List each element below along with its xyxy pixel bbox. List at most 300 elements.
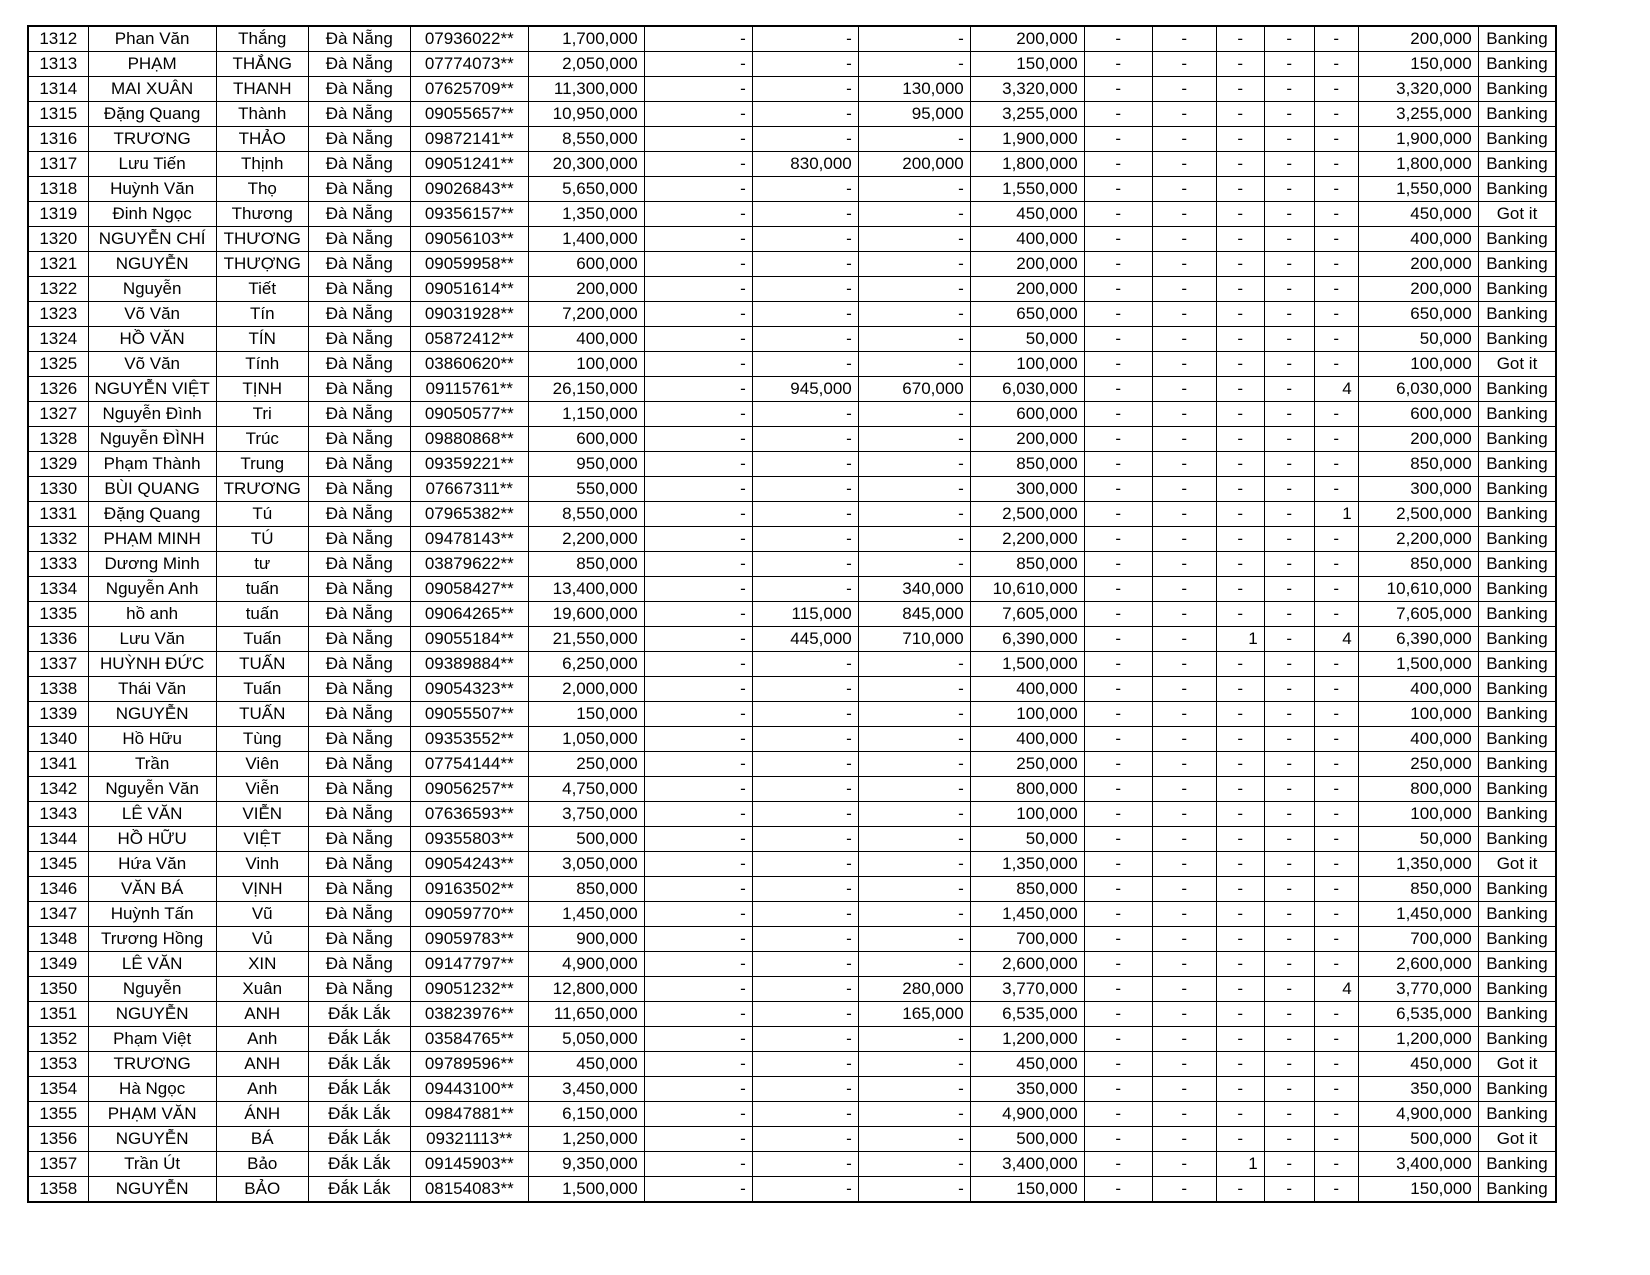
cell-count-col-3: -: [1216, 677, 1264, 702]
cell-row-number: 1330: [28, 477, 88, 502]
cell-count-col-3: -: [1216, 127, 1264, 152]
cell-row-number: 1329: [28, 452, 88, 477]
cell-amount-col-a: -: [644, 977, 752, 1002]
cell-surname: Trần Út: [88, 1152, 216, 1177]
cell-amount-col-b: -: [752, 502, 858, 527]
cell-payment-method: Banking: [1478, 1177, 1556, 1203]
cell-amount-paid: 2,200,000: [970, 527, 1084, 552]
cell-amount-col-c: -: [858, 727, 970, 752]
cell-amount-final: 200,000: [1358, 277, 1478, 302]
cell-count-col-5: -: [1314, 652, 1358, 677]
cell-row-number: 1349: [28, 952, 88, 977]
cell-payment-method: Banking: [1478, 1152, 1556, 1177]
cell-count-col-4: -: [1264, 202, 1314, 227]
cell-amount-final: 150,000: [1358, 52, 1478, 77]
cell-count-col-5: -: [1314, 1002, 1358, 1027]
cell-count-col-1: -: [1084, 202, 1152, 227]
cell-count-col-1: -: [1084, 577, 1152, 602]
cell-count-col-5: -: [1314, 827, 1358, 852]
cell-amount-col-c: -: [858, 752, 970, 777]
cell-count-col-2: -: [1152, 677, 1216, 702]
cell-surname: HỒ HỮU: [88, 827, 216, 852]
cell-count-col-3: -: [1216, 602, 1264, 627]
cell-amount-col-a: -: [644, 727, 752, 752]
cell-surname: Võ Văn: [88, 302, 216, 327]
cell-count-col-1: -: [1084, 827, 1152, 852]
cell-count-col-1: -: [1084, 627, 1152, 652]
cell-count-col-3: -: [1216, 427, 1264, 452]
cell-count-col-4: -: [1264, 927, 1314, 952]
cell-payment-method: Got it: [1478, 352, 1556, 377]
cell-surname: Phan Văn: [88, 26, 216, 52]
cell-amount-final: 4,900,000: [1358, 1102, 1478, 1127]
cell-count-col-4: -: [1264, 52, 1314, 77]
cell-row-number: 1354: [28, 1077, 88, 1102]
table-row: [28, 552, 1556, 577]
cell-count-col-2: -: [1152, 927, 1216, 952]
cell-count-col-2: -: [1152, 1027, 1216, 1052]
cell-amount-total: 12,800,000: [528, 977, 644, 1002]
cell-amount-col-a: -: [644, 602, 752, 627]
cell-amount-final: 1,350,000: [1358, 852, 1478, 877]
cell-count-col-2: -: [1152, 452, 1216, 477]
table-row: [28, 802, 1556, 827]
cell-count-col-5: -: [1314, 752, 1358, 777]
table-row: [28, 327, 1556, 352]
cell-amount-col-b: -: [752, 527, 858, 552]
cell-count-col-1: -: [1084, 102, 1152, 127]
cell-count-col-1: -: [1084, 452, 1152, 477]
cell-surname: NGUYỄN CHÍ: [88, 227, 216, 252]
cell-count-col-4: -: [1264, 1102, 1314, 1127]
cell-phone-masked: 09059770**: [410, 902, 528, 927]
cell-amount-col-b: -: [752, 702, 858, 727]
cell-row-number: 1338: [28, 677, 88, 702]
cell-count-col-1: -: [1084, 427, 1152, 452]
table-row: [28, 1127, 1556, 1152]
cell-amount-paid: 50,000: [970, 827, 1084, 852]
cell-amount-final: 7,605,000: [1358, 602, 1478, 627]
cell-payment-method: Banking: [1478, 777, 1556, 802]
cell-count-col-1: -: [1084, 727, 1152, 752]
cell-count-col-3: -: [1216, 827, 1264, 852]
table-row: [28, 1152, 1556, 1177]
cell-amount-col-c: -: [858, 877, 970, 902]
cell-phone-masked: 09147797**: [410, 952, 528, 977]
cell-count-col-5: -: [1314, 202, 1358, 227]
cell-count-col-3: -: [1216, 52, 1264, 77]
cell-amount-col-b: -: [752, 1077, 858, 1102]
cell-surname: MAI XUÂN: [88, 77, 216, 102]
cell-amount-col-b: -: [752, 1027, 858, 1052]
cell-amount-col-a: -: [644, 127, 752, 152]
cell-count-col-5: -: [1314, 1152, 1358, 1177]
cell-count-col-3: -: [1216, 1177, 1264, 1203]
cell-amount-col-c: -: [858, 952, 970, 977]
cell-payment-method: Banking: [1478, 902, 1556, 927]
cell-given-name: Trúc: [216, 427, 308, 452]
cell-given-name: Thọ: [216, 177, 308, 202]
cell-row-number: 1346: [28, 877, 88, 902]
cell-amount-col-c: -: [858, 1152, 970, 1177]
cell-amount-col-a: -: [644, 902, 752, 927]
cell-amount-paid: 850,000: [970, 552, 1084, 577]
cell-payment-method: Banking: [1478, 827, 1556, 852]
cell-province: Đà Nẵng: [308, 777, 410, 802]
cell-amount-final: 6,030,000: [1358, 377, 1478, 402]
cell-row-number: 1328: [28, 427, 88, 452]
cell-surname: VĂN BÁ: [88, 877, 216, 902]
cell-amount-col-a: -: [644, 752, 752, 777]
cell-province: Đà Nẵng: [308, 227, 410, 252]
cell-row-number: 1335: [28, 602, 88, 627]
cell-payment-method: Banking: [1478, 727, 1556, 752]
cell-count-col-2: -: [1152, 102, 1216, 127]
cell-row-number: 1350: [28, 977, 88, 1002]
cell-count-col-3: -: [1216, 727, 1264, 752]
cell-phone-masked: 09051614**: [410, 277, 528, 302]
cell-phone-masked: 09031928**: [410, 302, 528, 327]
cell-amount-final: 100,000: [1358, 702, 1478, 727]
cell-amount-paid: 400,000: [970, 727, 1084, 752]
cell-count-col-2: -: [1152, 227, 1216, 252]
cell-amount-paid: 850,000: [970, 452, 1084, 477]
cell-count-col-1: -: [1084, 1177, 1152, 1203]
table-row: [28, 202, 1556, 227]
cell-phone-masked: 09055507**: [410, 702, 528, 727]
cell-row-number: 1321: [28, 252, 88, 277]
cell-amount-total: 8,550,000: [528, 502, 644, 527]
cell-count-col-1: -: [1084, 902, 1152, 927]
cell-amount-total: 26,150,000: [528, 377, 644, 402]
cell-amount-paid: 850,000: [970, 877, 1084, 902]
cell-count-col-5: -: [1314, 677, 1358, 702]
cell-count-col-3: -: [1216, 777, 1264, 802]
cell-amount-col-c: -: [858, 202, 970, 227]
cell-count-col-4: -: [1264, 777, 1314, 802]
cell-amount-paid: 3,255,000: [970, 102, 1084, 127]
cell-amount-col-c: 200,000: [858, 152, 970, 177]
cell-amount-col-b: -: [752, 652, 858, 677]
cell-surname: Huỳnh Văn: [88, 177, 216, 202]
table-row: [28, 627, 1556, 652]
cell-amount-paid: 200,000: [970, 427, 1084, 452]
cell-count-col-3: 1: [1216, 627, 1264, 652]
cell-payment-method: Got it: [1478, 1052, 1556, 1077]
cell-amount-final: 850,000: [1358, 877, 1478, 902]
cell-count-col-5: -: [1314, 902, 1358, 927]
cell-province: Đà Nẵng: [308, 152, 410, 177]
cell-row-number: 1331: [28, 502, 88, 527]
cell-phone-masked: 08154083**: [410, 1177, 528, 1203]
cell-count-col-2: -: [1152, 777, 1216, 802]
cell-count-col-5: -: [1314, 26, 1358, 52]
cell-count-col-5: -: [1314, 402, 1358, 427]
cell-phone-masked: 09163502**: [410, 877, 528, 902]
cell-row-number: 1355: [28, 1102, 88, 1127]
cell-amount-final: 1,450,000: [1358, 902, 1478, 927]
cell-row-number: 1357: [28, 1152, 88, 1177]
cell-count-col-5: -: [1314, 177, 1358, 202]
cell-province: Đà Nẵng: [308, 477, 410, 502]
table-row: [28, 577, 1556, 602]
cell-payment-method: Banking: [1478, 1002, 1556, 1027]
cell-amount-col-c: -: [858, 777, 970, 802]
cell-amount-final: 3,320,000: [1358, 77, 1478, 102]
cell-amount-paid: 400,000: [970, 677, 1084, 702]
cell-count-col-5: 4: [1314, 627, 1358, 652]
cell-payment-method: Banking: [1478, 52, 1556, 77]
cell-count-col-2: -: [1152, 352, 1216, 377]
cell-phone-masked: 07936022**: [410, 26, 528, 52]
cell-amount-final: 500,000: [1358, 1127, 1478, 1152]
cell-count-col-4: -: [1264, 802, 1314, 827]
table-row: [28, 277, 1556, 302]
cell-count-col-4: -: [1264, 1177, 1314, 1203]
cell-amount-col-a: -: [644, 52, 752, 77]
cell-amount-final: 3,255,000: [1358, 102, 1478, 127]
cell-given-name: Trung: [216, 452, 308, 477]
cell-amount-total: 1,700,000: [528, 26, 644, 52]
cell-surname: Võ Văn: [88, 352, 216, 377]
cell-amount-total: 21,550,000: [528, 627, 644, 652]
cell-amount-total: 2,000,000: [528, 677, 644, 702]
cell-amount-final: 100,000: [1358, 352, 1478, 377]
cell-surname: PHẠM: [88, 52, 216, 77]
cell-province: Đà Nẵng: [308, 26, 410, 52]
cell-province: Đắk Lắk: [308, 1027, 410, 1052]
cell-count-col-3: -: [1216, 652, 1264, 677]
cell-count-col-5: -: [1314, 127, 1358, 152]
cell-amount-col-a: -: [644, 277, 752, 302]
cell-phone-masked: 09051232**: [410, 977, 528, 1002]
cell-amount-col-c: 670,000: [858, 377, 970, 402]
cell-surname: NGUYỄN: [88, 702, 216, 727]
cell-surname: Lưu Văn: [88, 627, 216, 652]
cell-phone-masked: 03823976**: [410, 1002, 528, 1027]
cell-given-name: tuấn: [216, 602, 308, 627]
table-row: [28, 52, 1556, 77]
cell-surname: Hứa Văn: [88, 852, 216, 877]
cell-count-col-5: -: [1314, 802, 1358, 827]
cell-count-col-2: -: [1152, 177, 1216, 202]
cell-amount-col-c: -: [858, 902, 970, 927]
cell-amount-paid: 600,000: [970, 402, 1084, 427]
cell-amount-col-a: -: [644, 1027, 752, 1052]
table-row: [28, 477, 1556, 502]
cell-amount-final: 200,000: [1358, 427, 1478, 452]
cell-given-name: Bảo: [216, 1152, 308, 1177]
cell-amount-total: 400,000: [528, 327, 644, 352]
cell-phone-masked: 09055184**: [410, 627, 528, 652]
data-table: [27, 25, 1557, 1203]
cell-amount-col-a: -: [644, 527, 752, 552]
cell-amount-paid: 100,000: [970, 802, 1084, 827]
cell-amount-paid: 6,535,000: [970, 1002, 1084, 1027]
table-row: [28, 852, 1556, 877]
cell-amount-col-a: -: [644, 1102, 752, 1127]
cell-payment-method: Banking: [1478, 527, 1556, 552]
cell-count-col-4: -: [1264, 477, 1314, 502]
cell-phone-masked: 09872141**: [410, 127, 528, 152]
cell-count-col-2: -: [1152, 752, 1216, 777]
cell-amount-final: 400,000: [1358, 727, 1478, 752]
cell-count-col-3: -: [1216, 1002, 1264, 1027]
cell-count-col-4: -: [1264, 702, 1314, 727]
cell-amount-col-b: -: [752, 402, 858, 427]
cell-count-col-4: -: [1264, 302, 1314, 327]
cell-amount-final: 6,535,000: [1358, 1002, 1478, 1027]
cell-amount-col-c: -: [858, 227, 970, 252]
cell-payment-method: Banking: [1478, 1027, 1556, 1052]
cell-amount-col-b: -: [752, 127, 858, 152]
cell-count-col-1: -: [1084, 502, 1152, 527]
cell-amount-total: 1,150,000: [528, 402, 644, 427]
cell-row-number: 1351: [28, 1002, 88, 1027]
cell-given-name: VIỆT: [216, 827, 308, 852]
cell-amount-col-a: -: [644, 327, 752, 352]
cell-count-col-2: -: [1152, 302, 1216, 327]
cell-amount-total: 250,000: [528, 752, 644, 777]
cell-count-col-5: -: [1314, 1077, 1358, 1102]
cell-amount-final: 100,000: [1358, 802, 1478, 827]
cell-amount-final: 2,600,000: [1358, 952, 1478, 977]
cell-count-col-5: -: [1314, 252, 1358, 277]
cell-amount-paid: 500,000: [970, 1127, 1084, 1152]
cell-amount-col-b: -: [752, 802, 858, 827]
cell-amount-total: 13,400,000: [528, 577, 644, 602]
cell-count-col-4: -: [1264, 177, 1314, 202]
cell-row-number: 1341: [28, 752, 88, 777]
cell-count-col-1: -: [1084, 277, 1152, 302]
cell-count-col-4: -: [1264, 652, 1314, 677]
cell-count-col-5: -: [1314, 1027, 1358, 1052]
cell-amount-final: 450,000: [1358, 202, 1478, 227]
cell-amount-col-a: -: [644, 152, 752, 177]
cell-phone-masked: 09389884**: [410, 652, 528, 677]
cell-amount-paid: 1,900,000: [970, 127, 1084, 152]
cell-count-col-4: -: [1264, 252, 1314, 277]
cell-count-col-3: -: [1216, 377, 1264, 402]
cell-count-col-4: -: [1264, 527, 1314, 552]
cell-count-col-3: -: [1216, 1127, 1264, 1152]
cell-amount-col-b: -: [752, 952, 858, 977]
cell-surname: TRƯƠNG: [88, 1052, 216, 1077]
cell-amount-col-b: -: [752, 452, 858, 477]
cell-count-col-3: -: [1216, 702, 1264, 727]
cell-amount-col-b: -: [752, 1002, 858, 1027]
cell-payment-method: Banking: [1478, 452, 1556, 477]
cell-amount-col-a: -: [644, 1077, 752, 1102]
cell-count-col-5: -: [1314, 327, 1358, 352]
cell-amount-final: 1,800,000: [1358, 152, 1478, 177]
cell-phone-masked: 07636593**: [410, 802, 528, 827]
cell-given-name: ANH: [216, 1052, 308, 1077]
cell-payment-method: Banking: [1478, 927, 1556, 952]
cell-phone-masked: 09321113**: [410, 1127, 528, 1152]
cell-amount-col-b: -: [752, 1127, 858, 1152]
cell-province: Đà Nẵng: [308, 877, 410, 902]
cell-count-col-3: -: [1216, 177, 1264, 202]
cell-amount-final: 400,000: [1358, 227, 1478, 252]
cell-count-col-2: -: [1152, 427, 1216, 452]
cell-given-name: Tín: [216, 302, 308, 327]
cell-row-number: 1313: [28, 52, 88, 77]
cell-count-col-2: -: [1152, 1127, 1216, 1152]
cell-amount-col-c: -: [858, 702, 970, 727]
cell-given-name: Vinh: [216, 852, 308, 877]
cell-count-col-1: -: [1084, 127, 1152, 152]
cell-count-col-3: -: [1216, 1027, 1264, 1052]
cell-surname: Nguyễn Anh: [88, 577, 216, 602]
cell-count-col-2: -: [1152, 477, 1216, 502]
cell-province: Đà Nẵng: [308, 77, 410, 102]
cell-amount-total: 500,000: [528, 827, 644, 852]
cell-count-col-3: -: [1216, 877, 1264, 902]
cell-count-col-2: -: [1152, 1152, 1216, 1177]
cell-phone-masked: 09478143**: [410, 527, 528, 552]
cell-amount-paid: 2,500,000: [970, 502, 1084, 527]
cell-surname: Nguyễn ĐÌNH: [88, 427, 216, 452]
cell-amount-final: 1,200,000: [1358, 1027, 1478, 1052]
cell-amount-col-a: -: [644, 102, 752, 127]
table-row: [28, 652, 1556, 677]
cell-count-col-5: -: [1314, 552, 1358, 577]
cell-amount-total: 19,600,000: [528, 602, 644, 627]
cell-count-col-2: -: [1152, 26, 1216, 52]
cell-count-col-2: -: [1152, 152, 1216, 177]
cell-amount-total: 850,000: [528, 552, 644, 577]
cell-amount-col-c: -: [858, 527, 970, 552]
cell-count-col-1: -: [1084, 602, 1152, 627]
cell-count-col-3: -: [1216, 552, 1264, 577]
cell-count-col-5: -: [1314, 452, 1358, 477]
cell-phone-masked: 07667311**: [410, 477, 528, 502]
cell-amount-paid: 150,000: [970, 52, 1084, 77]
cell-count-col-3: -: [1216, 102, 1264, 127]
cell-amount-paid: 10,610,000: [970, 577, 1084, 602]
cell-count-col-1: -: [1084, 752, 1152, 777]
cell-phone-masked: 09847881**: [410, 1102, 528, 1127]
cell-amount-paid: 100,000: [970, 702, 1084, 727]
cell-amount-col-b: -: [752, 1102, 858, 1127]
cell-count-col-2: -: [1152, 802, 1216, 827]
cell-count-col-4: -: [1264, 877, 1314, 902]
cell-amount-col-a: -: [644, 577, 752, 602]
cell-amount-total: 3,750,000: [528, 802, 644, 827]
cell-phone-masked: 09056103**: [410, 227, 528, 252]
cell-province: Đà Nẵng: [308, 127, 410, 152]
cell-given-name: Thắng: [216, 26, 308, 52]
table-row: [28, 702, 1556, 727]
cell-amount-col-a: -: [644, 777, 752, 802]
cell-count-col-4: -: [1264, 577, 1314, 602]
cell-given-name: Anh: [216, 1077, 308, 1102]
cell-amount-paid: 200,000: [970, 252, 1084, 277]
cell-amount-col-b: -: [752, 227, 858, 252]
cell-phone-masked: 07625709**: [410, 77, 528, 102]
cell-count-col-2: -: [1152, 902, 1216, 927]
cell-amount-col-b: -: [752, 477, 858, 502]
cell-given-name: Xuân: [216, 977, 308, 1002]
cell-amount-col-b: -: [752, 977, 858, 1002]
cell-count-col-2: -: [1152, 827, 1216, 852]
cell-amount-paid: 2,600,000: [970, 952, 1084, 977]
cell-given-name: Tuấn: [216, 677, 308, 702]
cell-amount-final: 300,000: [1358, 477, 1478, 502]
cell-count-col-1: -: [1084, 1027, 1152, 1052]
cell-amount-col-c: -: [858, 502, 970, 527]
